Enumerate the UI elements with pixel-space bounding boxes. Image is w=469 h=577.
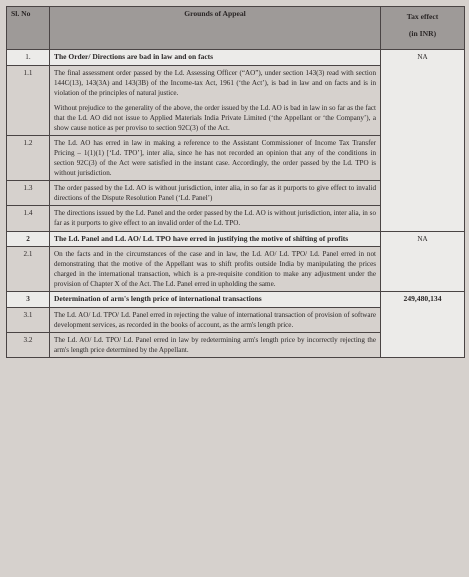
row-sl-number: 1.3 bbox=[7, 181, 50, 206]
row-sl-number: 1.4 bbox=[7, 206, 50, 231]
ground-text bbox=[50, 308, 381, 333]
ground-paragraph: The final assessment order passed by the Ld. Assessing Officer (“AO”), under section 143(3) read with section 144C(13), 143(3A) and 143(3B) of the Income-tax Act, 1961 (‘the Act’), is bad in law and on facts and is in violation of the principles of natural justice. bbox=[54, 68, 376, 97]
tax-effect-value: NA bbox=[381, 50, 465, 232]
ground-paragraph: On the facts and in the circumstances of the case and in law, the Ld. AO/ Ld. TPO/ Ld. Panel erred in not demonstrating that the motive of the Appellant was to shift profits outside India by manipulating the prices charged in the international transaction, which is a pre-requisite condition to make any adjustment under the provision of Chapter X of the Act. The Ld. Panel erred in upholding the same. bbox=[54, 250, 376, 289]
ground-heading: Determination of arm's length price of international transactions bbox=[50, 292, 381, 308]
tax-effect-value: NA bbox=[381, 231, 465, 292]
ground-text bbox=[50, 206, 381, 231]
ground-heading: The Order/ Directions are bad in law and on facts bbox=[50, 50, 381, 66]
table-header-row bbox=[7, 7, 465, 50]
row-sl-number: 3 bbox=[7, 292, 50, 308]
ground-text bbox=[50, 333, 381, 358]
tax-effect-header-line2: (in INR) bbox=[408, 28, 437, 38]
table-row bbox=[7, 292, 465, 308]
ground-heading: The Ld. Panel and Ld. AO/ Ld. TPO have erred in justifying the motive of shifting of profits bbox=[50, 231, 381, 247]
row-sl-number: 3.1 bbox=[7, 308, 50, 333]
ground-paragraph: The Ld. AO/ Ld. TPO/ Ld. Panel erred in law by redetermining arm's length price by incorrectly rejecting the arm's length price determined by the Appellant. bbox=[54, 336, 376, 355]
row-sl-number: 3.2 bbox=[7, 333, 50, 358]
sl-no-header: Sl. No bbox=[7, 7, 50, 50]
ground-paragraph: The Ld. AO has erred in law in making a reference to the Assistant Commissioner of Income Tax Transfer Pricing – 1(1)(1) [‘Ld. TPO’], inter alia, since he has not recorded an opinion that any of the conditions in section 92C(3) of the Act were satisfied in the instant case. Accordingly, the order passed by the Ld. TPO is without jurisdiction. bbox=[54, 139, 376, 178]
ground-text bbox=[50, 181, 381, 206]
ground-paragraph: The Ld. AO/ Ld. TPO/ Ld. Panel erred in rejecting the value of international transaction of provision of software development services, as recorded in the books of account, as the arm's length price. bbox=[54, 311, 376, 330]
ground-paragraph: The directions issued by the Ld. Panel and the order passed by the Ld. AO is without jurisdiction, inter alia, in so far as it purports to give effect to an invalid order of the Ld. TPO. bbox=[54, 209, 376, 228]
row-sl-number: 1.2 bbox=[7, 136, 50, 181]
ground-paragraph: Without prejudice to the generality of the above, the order issued by the Ld. AO is bad in law in so far as the fact that the Ld. AO did not issue to Applied Materials India Private Limited (‘the Appellant or ‘the Company’), a show cause notice as per proviso to section 92C(3) of the Act. bbox=[54, 103, 376, 132]
tax-effect-value: 249,480,134 bbox=[381, 292, 465, 358]
grounds-of-appeal-table bbox=[6, 6, 465, 358]
row-sl-number: 1.1 bbox=[7, 65, 50, 135]
tax-effect-header-line1: Tax effect bbox=[406, 12, 439, 21]
grounds-header: Grounds of Appeal bbox=[50, 7, 381, 50]
row-sl-number: 2 bbox=[7, 231, 50, 247]
row-sl-number: 2.1 bbox=[7, 247, 50, 292]
row-sl-number: 1. bbox=[7, 50, 50, 66]
table-row bbox=[7, 50, 465, 66]
tax-effect-header bbox=[381, 7, 465, 50]
ground-text bbox=[50, 247, 381, 292]
ground-text bbox=[50, 65, 381, 135]
ground-text bbox=[50, 136, 381, 181]
table-row bbox=[7, 231, 465, 247]
ground-paragraph: The order passed by the Ld. AO is without jurisdiction, inter alia, in so far as it purports to give effect to invalid directions of the Dispute Resolution Panel (‘Ld. Panel’) bbox=[54, 184, 376, 203]
